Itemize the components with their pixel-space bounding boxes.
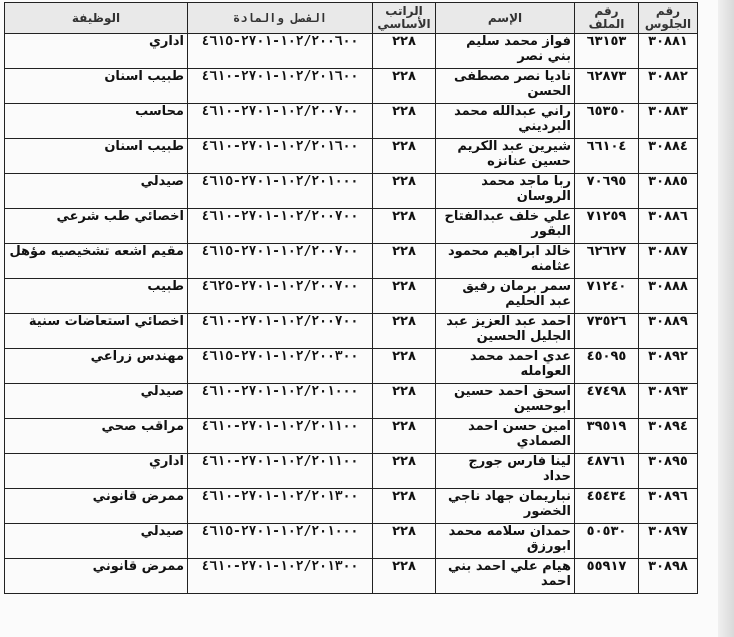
cell-name: خالد ابراهيم محمود عثامنه bbox=[436, 244, 575, 279]
cell-name: سمر برمان رفيق عبد الحليم bbox=[436, 279, 575, 314]
cell-name: احمد عبد العزيز عبد الجليل الحسين bbox=[436, 314, 575, 349]
cell-basic-salary: ٢٢٨ bbox=[373, 104, 436, 139]
cell-job-title: طبيب bbox=[5, 279, 188, 314]
cell-basic-salary: ٢٢٨ bbox=[373, 384, 436, 419]
cell-file-number: ٦٢٦٢٧ bbox=[575, 244, 639, 279]
cell-job-title: طبيب اسنان bbox=[5, 69, 188, 104]
cell-file-number: ٦٦١٠٤ bbox=[575, 139, 639, 174]
cell-budget-code: ١٠٢/٢٠٠٧٠٠-٢٧٠١-٤٦١٠ bbox=[188, 314, 373, 349]
table-header-row bbox=[5, 3, 698, 34]
cell-job-title: ممرض قانوني bbox=[5, 559, 188, 594]
cell-budget-code: ١٠٢/٢٠١١٠٠-٢٧٠١-٤٦١٠ bbox=[188, 454, 373, 489]
page-edge-shadow bbox=[718, 0, 734, 637]
cell-file-number: ٤٨٧٦١ bbox=[575, 454, 639, 489]
table-row bbox=[5, 209, 698, 244]
cell-file-number: ٤٥٤٣٤ bbox=[575, 489, 639, 524]
cell-budget-code: ١٠٢/٢٠١٦٠٠-٢٧٠١-٤٦١٠ bbox=[188, 69, 373, 104]
cell-file-number: ٧١٢٤٠ bbox=[575, 279, 639, 314]
table-row bbox=[5, 69, 698, 104]
cell-budget-code: ١٠٢/٢٠١٠٠٠-٢٧٠١-٤٦١٥ bbox=[188, 524, 373, 559]
cell-name: نباريمان جهاد ناجي الخضور bbox=[436, 489, 575, 524]
cell-file-number: ٧٠٦٩٥ bbox=[575, 174, 639, 209]
cell-name: شيرين عبد الكريم حسين عنانزه bbox=[436, 139, 575, 174]
table-row bbox=[5, 559, 698, 594]
cell-budget-code: ١٠٢/٢٠٠٦٠٠-٢٧٠١-٤٦١٥ bbox=[188, 34, 373, 69]
cell-job-title: طبيب اسنان bbox=[5, 139, 188, 174]
table-row bbox=[5, 279, 698, 314]
cell-budget-code: ١٠٢/٢٠١٠٠٠-٢٧٠١-٤٦١٠ bbox=[188, 384, 373, 419]
table-row bbox=[5, 139, 698, 174]
cell-basic-salary: ٢٢٨ bbox=[373, 489, 436, 524]
table-body bbox=[5, 34, 698, 594]
table-row bbox=[5, 489, 698, 524]
cell-budget-code: ١٠٢/٢٠١٠٠٠-٢٧٠١-٤٦١٥ bbox=[188, 174, 373, 209]
cell-budget-code: ١٠٢/٢٠٠٧٠٠-٢٧٠١-٤٦٢٥ bbox=[188, 279, 373, 314]
cell-budget-code: ١٠٢/٢٠١١٠٠-٢٧٠١-٤٦١٠ bbox=[188, 419, 373, 454]
cell-name: اسحق احمد حسين ابوحسين bbox=[436, 384, 575, 419]
header-job-title: الوظيفة bbox=[5, 3, 188, 34]
cell-seat-number: ٣٠٨٨٦ bbox=[639, 209, 698, 244]
cell-basic-salary: ٢٢٨ bbox=[373, 349, 436, 384]
cell-job-title: مهندس زراعي bbox=[5, 349, 188, 384]
cell-seat-number: ٣٠٨٩٦ bbox=[639, 489, 698, 524]
cell-job-title: ممرض قانوني bbox=[5, 489, 188, 524]
cell-name: عدي احمد محمد العوامله bbox=[436, 349, 575, 384]
cell-budget-code: ١٠٢/٢٠١٦٠٠-٢٧٠١-٤٦١٠ bbox=[188, 139, 373, 174]
cell-name: ربا ماجد محمد الروسان bbox=[436, 174, 575, 209]
cell-job-title: اخصائي طب شرعي bbox=[5, 209, 188, 244]
cell-name: علي خلف عبدالفتاح البقور bbox=[436, 209, 575, 244]
table-row bbox=[5, 384, 698, 419]
header-seat-number: رقم الجلوس bbox=[639, 3, 698, 34]
table-row bbox=[5, 419, 698, 454]
cell-seat-number: ٣٠٨٨٩ bbox=[639, 314, 698, 349]
cell-name: هيام علي احمد بني احمد bbox=[436, 559, 575, 594]
cell-seat-number: ٣٠٨٩٥ bbox=[639, 454, 698, 489]
cell-seat-number: ٣٠٨٩٧ bbox=[639, 524, 698, 559]
cell-file-number: ٥٥٩١٧ bbox=[575, 559, 639, 594]
table-row bbox=[5, 174, 698, 209]
cell-job-title: اداري bbox=[5, 454, 188, 489]
cell-basic-salary: ٢٢٨ bbox=[373, 454, 436, 489]
header-budget-code: الفصل والمادة bbox=[188, 3, 373, 34]
cell-seat-number: ٣٠٨٨٢ bbox=[639, 69, 698, 104]
cell-basic-salary: ٢٢٨ bbox=[373, 139, 436, 174]
cell-job-title: صيدلي bbox=[5, 524, 188, 559]
cell-basic-salary: ٢٢٨ bbox=[373, 174, 436, 209]
header-basic-salary: الراتب الأساسي bbox=[373, 3, 436, 34]
cell-job-title: صيدلي bbox=[5, 174, 188, 209]
cell-file-number: ٧١٢٥٩ bbox=[575, 209, 639, 244]
cell-job-title: مقيم اشعه تشخيصيه مؤهل bbox=[5, 244, 188, 279]
cell-basic-salary: ٢٢٨ bbox=[373, 314, 436, 349]
cell-file-number: ٤٥٠٩٥ bbox=[575, 349, 639, 384]
header-name: الإسم bbox=[436, 3, 575, 34]
cell-basic-salary: ٢٢٨ bbox=[373, 209, 436, 244]
cell-name: راني عبدالله محمد البرديني bbox=[436, 104, 575, 139]
cell-seat-number: ٣٠٨٩٣ bbox=[639, 384, 698, 419]
employee-table bbox=[4, 2, 698, 594]
cell-file-number: ٦٥٣٥٠ bbox=[575, 104, 639, 139]
cell-job-title: اخصائي استعاضات سنية bbox=[5, 314, 188, 349]
cell-seat-number: ٣٠٨٨٤ bbox=[639, 139, 698, 174]
cell-budget-code: ١٠٢/٢٠٠٣٠٠-٢٧٠١-٤٦١٥ bbox=[188, 349, 373, 384]
cell-seat-number: ٣٠٨٨٨ bbox=[639, 279, 698, 314]
cell-name: لينا فارس جورج حداد bbox=[436, 454, 575, 489]
cell-budget-code: ١٠٢/٢٠٠٧٠٠-٢٧٠١-٤٦١٠ bbox=[188, 209, 373, 244]
cell-file-number: ٧٣٥٢٦ bbox=[575, 314, 639, 349]
cell-name: حمدان سلامه محمد ابورزق bbox=[436, 524, 575, 559]
cell-budget-code: ١٠٢/٢٠٠٧٠٠-٢٧٠١-٤٦١٠ bbox=[188, 104, 373, 139]
cell-file-number: ٣٩٥١٩ bbox=[575, 419, 639, 454]
cell-budget-code: ١٠٢/٢٠١٣٠٠-٢٧٠١-٤٦١٠ bbox=[188, 489, 373, 524]
cell-name: ناديا نصر مصطفى الحسن bbox=[436, 69, 575, 104]
cell-seat-number: ٣٠٨٩٢ bbox=[639, 349, 698, 384]
cell-file-number: ٥٠٥٣٠ bbox=[575, 524, 639, 559]
cell-budget-code: ١٠٢/٢٠٠٧٠٠-٢٧٠١-٤٦١٥ bbox=[188, 244, 373, 279]
table-row bbox=[5, 349, 698, 384]
cell-basic-salary: ٢٢٨ bbox=[373, 419, 436, 454]
cell-basic-salary: ٢٢٨ bbox=[373, 559, 436, 594]
cell-job-title: مراقب صحي bbox=[5, 419, 188, 454]
table-row bbox=[5, 314, 698, 349]
cell-basic-salary: ٢٢٨ bbox=[373, 69, 436, 104]
cell-seat-number: ٣٠٨٩٨ bbox=[639, 559, 698, 594]
cell-seat-number: ٣٠٨٨٥ bbox=[639, 174, 698, 209]
cell-name: امين حسن احمد الصمادي bbox=[436, 419, 575, 454]
cell-name: فواز محمد سليم بني نصر bbox=[436, 34, 575, 69]
cell-basic-salary: ٢٢٨ bbox=[373, 279, 436, 314]
cell-job-title: محاسب bbox=[5, 104, 188, 139]
header-file-number: رقم الملف bbox=[575, 3, 639, 34]
cell-seat-number: ٣٠٨٨٧ bbox=[639, 244, 698, 279]
cell-job-title: اداري bbox=[5, 34, 188, 69]
table-row bbox=[5, 524, 698, 559]
cell-seat-number: ٣٠٨٨١ bbox=[639, 34, 698, 69]
cell-basic-salary: ٢٢٨ bbox=[373, 524, 436, 559]
table-row bbox=[5, 34, 698, 69]
cell-budget-code: ١٠٢/٢٠١٣٠٠-٢٧٠١-٤٦١٠ bbox=[188, 559, 373, 594]
cell-seat-number: ٣٠٨٩٤ bbox=[639, 419, 698, 454]
cell-job-title: صيدلي bbox=[5, 384, 188, 419]
table-row bbox=[5, 454, 698, 489]
cell-file-number: ٦٢٨٧٣ bbox=[575, 69, 639, 104]
cell-basic-salary: ٢٢٨ bbox=[373, 244, 436, 279]
cell-seat-number: ٣٠٨٨٣ bbox=[639, 104, 698, 139]
table-row bbox=[5, 244, 698, 279]
cell-file-number: ٦٣١٥٣ bbox=[575, 34, 639, 69]
cell-file-number: ٤٧٤٩٨ bbox=[575, 384, 639, 419]
cell-basic-salary: ٢٢٨ bbox=[373, 34, 436, 69]
table-row bbox=[5, 104, 698, 139]
